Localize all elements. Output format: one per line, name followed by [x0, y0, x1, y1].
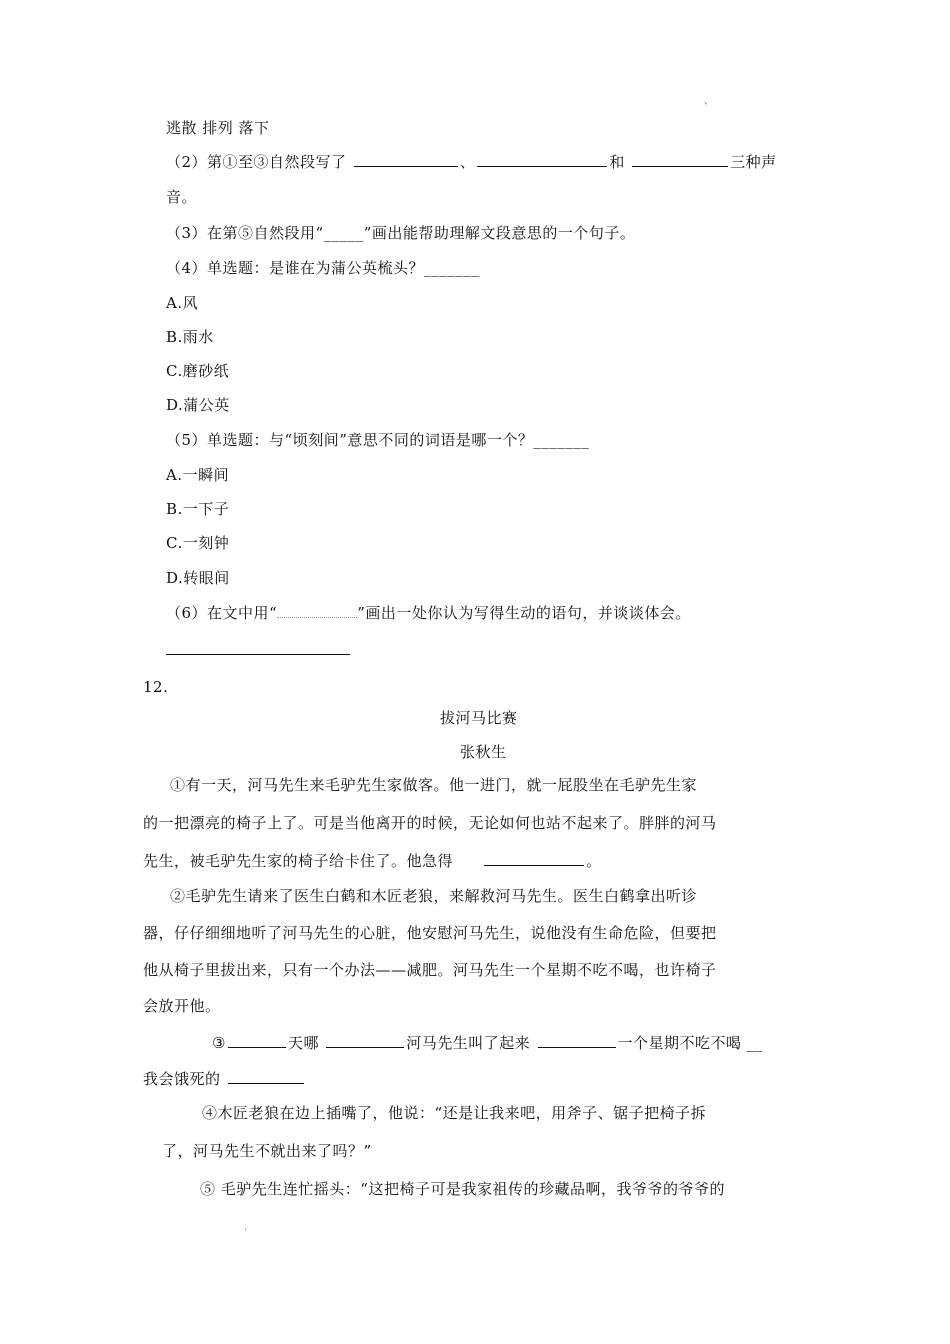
q5-option[interactable]: C.一刻钟 [166, 534, 230, 552]
paragraph-1-line [143, 850, 602, 872]
q2-separator-2: 和 [609, 153, 625, 171]
paragraph-1-text: 先生，被毛驴先生家的椅子给卡住了。他急得 [143, 852, 454, 870]
paragraph-2-line: 会放开他。 [143, 997, 221, 1015]
p3-blank-5[interactable] [228, 1068, 304, 1084]
passage-title: 拔河马比赛 [440, 709, 518, 727]
p3-blank-2[interactable] [326, 1032, 404, 1048]
p3-blank-3[interactable] [538, 1032, 616, 1048]
p3-blank-4[interactable]: __ [746, 1034, 763, 1052]
q1-word-list: 逃散 排列 落下 [166, 119, 270, 137]
paragraph-3-line [143, 1068, 306, 1090]
q5-option[interactable]: D.转眼间 [166, 569, 230, 587]
question-number: 12. [143, 678, 169, 696]
paragraph-4-line: 了，河马先生不就出来了吗？” [162, 1142, 372, 1160]
paragraph-5-line: ⑤ 毛驴先生连忙摇头：“这把椅子可是我家祖传的珍藏品啊，我爷爷的爷爷的 [200, 1180, 725, 1198]
passage-author: 张秋生 [460, 743, 507, 761]
p1-blank[interactable] [484, 850, 584, 866]
p3-text-line2: 我会饿死的 [143, 1070, 221, 1088]
paragraph-1-line: ①有一天，河马先生来毛驴先生家做客。他一进门，就一屁股坐在毛驴先生家 [170, 776, 698, 794]
q6-suffix: ”画出一处你认为写得生动的语句，并谈谈体会。 [357, 604, 691, 622]
page-mark: 、 [704, 96, 714, 107]
q4-option[interactable]: B.雨水 [166, 328, 214, 346]
q2-blank-3[interactable] [632, 151, 728, 167]
q6-answer-line[interactable] [166, 654, 350, 655]
q3-question: （3）在第⑤自然段用“_____”画出能帮助理解文段意思的一个句子。 [166, 224, 636, 242]
q4-option[interactable]: A.风 [166, 294, 199, 312]
q2-blank-1[interactable] [354, 151, 458, 167]
q2-suffix: 三种声 [730, 153, 777, 171]
q2-prefix: （2）第①至③自然段写了 [166, 153, 347, 171]
paragraph-4-line: ④木匠老狼在边上插嘴了，他说：“还是让我来吧，用斧子、锯子把椅子拆 [202, 1104, 707, 1122]
q2-question [166, 151, 777, 173]
q6-question [166, 602, 691, 624]
p3-text-b: 河马先生叫了起来 [406, 1034, 531, 1052]
paragraph-2-line: ②毛驴先生请来了医生白鹤和木匠老狼，来解救河马先生。医生白鹤拿出听诊 [170, 887, 698, 905]
q2-wrap: 音。 [166, 188, 198, 206]
p3-blank-1[interactable] [228, 1032, 286, 1048]
p3-number: ③ [212, 1034, 226, 1052]
paragraph-2-line: 器，仔仔细细地听了河马先生的心脏，他安慰河马先生，说他没有生命危险，但要把 [143, 924, 717, 942]
q4-question: （4）单选题：是谁在为蒲公英梳头？_______ [166, 259, 481, 277]
p1-period: 。 [586, 852, 602, 870]
page-mark: . [244, 1222, 248, 1233]
q4-option[interactable]: D.蒲公英 [166, 396, 230, 414]
q5-option[interactable]: A.一瞬间 [166, 466, 230, 484]
q4-option[interactable]: C.磨砂纸 [166, 362, 230, 380]
paragraph-2-line: 他从椅子里拔出来，只有一个办法——减肥。河马先生一个星期不吃不喝，也许椅子 [143, 961, 717, 979]
paragraph-1-line: 的一把漂亮的椅子上了。可是当他离开的时候，无论如何也站不起来了。胖胖的河马 [143, 814, 717, 832]
q6-prefix: （6）在文中用“ [166, 604, 278, 622]
paragraph-3-line [212, 1032, 763, 1054]
wavy-underline-mark [277, 607, 357, 618]
q5-option[interactable]: B.一下子 [166, 500, 230, 518]
p3-text-a: 天哪 [287, 1034, 319, 1052]
q2-separator-1: 、 [459, 153, 476, 171]
q5-question: （5）单选题：与“顷刻间”意思不同的词语是哪一个？_______ [166, 431, 590, 449]
p3-text-c: 一个星期不吃不喝 [617, 1034, 742, 1052]
q2-blank-2[interactable] [477, 151, 607, 167]
